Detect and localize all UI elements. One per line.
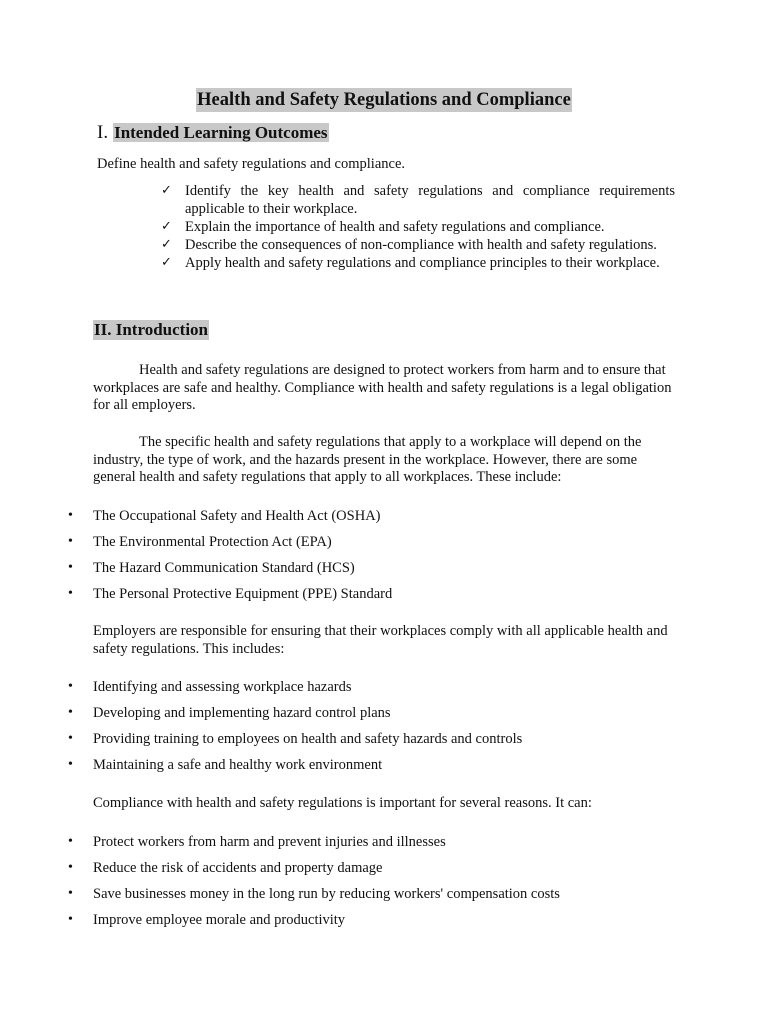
list-item: ✓ Explain the importance of health and safety regulations and compliance. [161,219,605,235]
checkmark-icon: ✓ [161,183,172,198]
section-1-numeral: I. [97,122,109,143]
outcomes-intro: Define health and safety regulations and compliance. [97,156,406,172]
list-item: ✓ Identify the key health and safety regulations and compliance requirements applicable to their workplace. [161,183,675,217]
bullet-icon: • [68,731,73,746]
checkmark-icon: ✓ [161,219,172,234]
checkmark-icon: ✓ [161,255,172,270]
responsibilities-list [68,678,522,782]
responsibility-paragraph: Employers are responsible for ensuring that their workplaces comply with all applicable health and safety regulations. This includes: [93,623,668,657]
bullet-icon: • [68,679,73,694]
bullet-icon: • [68,834,73,849]
list-item: • Identifying and assessing workplace hazards [68,678,522,704]
bullet-icon: • [68,860,73,875]
list-item: • The Hazard Communication Standard (HCS) [68,559,392,585]
list-item: ✓ Apply health and safety regulations and compliance principles to their workplace. [161,255,660,271]
list-item: • Maintaining a safe and healthy work environment [68,756,522,782]
reasons-list [68,833,560,937]
list-item: • Reduce the risk of accidents and property damage [68,859,560,885]
bullet-icon: • [68,757,73,772]
list-item: • Providing training to employees on health and safety hazards and controls [68,730,522,756]
bullet-icon: • [68,586,73,601]
list-item: • The Occupational Safety and Health Act (OSHA) [68,507,392,533]
list-item: • The Environmental Protection Act (EPA) [68,533,392,559]
section-2-heading: II. Introduction [94,320,208,339]
intro-paragraph-2: The specific health and safety regulations that apply to a workplace will depend on the industry, the type of work, and the hazards present in the workplace. However, there are some general health and safety regulations that apply to all workplaces. These include: [93,434,642,485]
compliance-paragraph: Compliance with health and safety regulations is important for several reasons. It can: [93,795,592,811]
bullet-icon: • [68,705,73,720]
list-item: • The Personal Protective Equipment (PPE) Standard [68,585,392,611]
document-title: Health and Safety Regulations and Compliance [197,90,571,110]
list-item: • Protect workers from harm and prevent injuries and illnesses [68,833,560,859]
list-item: • Improve employee morale and productivity [68,911,560,937]
bullet-icon: • [68,912,73,927]
checkmark-icon: ✓ [161,237,172,252]
bullet-icon: • [68,560,73,575]
list-item: • Developing and implementing hazard control plans [68,704,522,730]
bullet-icon: • [68,886,73,901]
intro-paragraph-1: Health and safety regulations are designed to protect workers from harm and to ensure that workplaces are safe and healthy. Compliance with health and safety regulations is a legal obligation for all employers. [93,362,672,413]
outcomes-list [161,182,675,272]
bullet-icon: • [68,534,73,549]
list-item: • Save businesses money in the long run by reducing workers' compensation costs [68,885,560,911]
bullet-icon: • [68,508,73,523]
title-container [0,88,768,112]
section-1-heading [97,122,329,144]
regulations-list [68,507,392,611]
list-item: ✓ Describe the consequences of non-compliance with health and safety regulations. [161,237,657,253]
section-1-title: Intended Learning Outcomes [114,123,328,142]
